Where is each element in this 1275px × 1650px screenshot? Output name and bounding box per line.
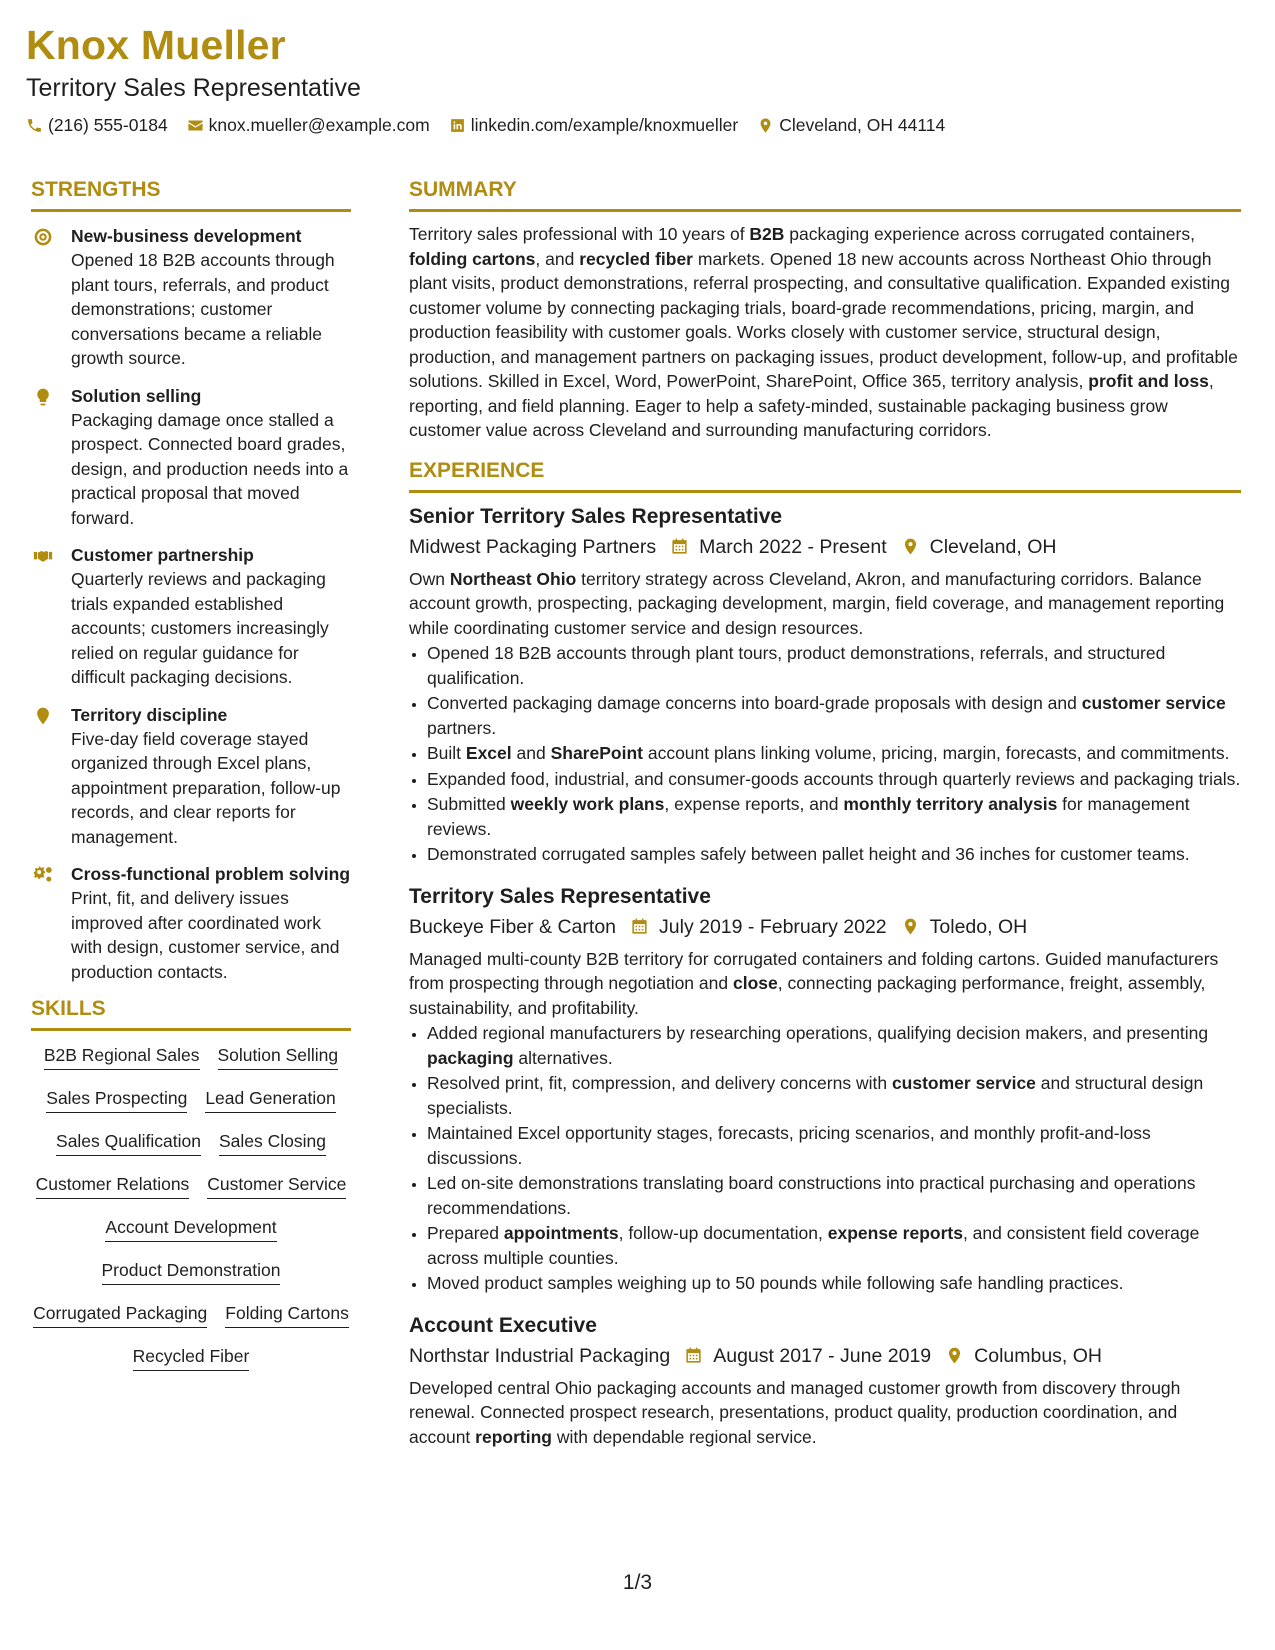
strength-desc: Five-day field coverage stayed organized through Excel plans, appointment preparation, follow-up records, and clear reports for management. [71, 728, 341, 847]
strength-title: Territory discipline [71, 704, 228, 725]
job-meta [409, 912, 1241, 942]
right-column [409, 178, 1241, 1449]
contact-linkedin[interactable] [449, 115, 738, 136]
job-bullet: • Submitted weekly work plans, expense reports, and monthly territory analysis for management reviews. [427, 792, 1241, 841]
summary-title: SUMMARY [409, 178, 1241, 212]
job-title: Account Executive [409, 1313, 597, 1337]
strengths-title: STRENGTHS [31, 178, 351, 212]
job-entry [409, 503, 1241, 867]
job-bullets [409, 641, 1241, 867]
skill-tag: Lead Generation [205, 1086, 335, 1113]
map-pin-icon [901, 917, 920, 936]
job-bullet: • Opened 18 B2B accounts through plant tours, product demonstrations, referrals, and structured qualification. [427, 641, 1241, 690]
job-company: Midwest Packaging Partners [409, 535, 657, 558]
target-icon [33, 227, 53, 247]
job-title: Territory Sales Representative [409, 884, 711, 908]
contact-linkedin-text[interactable]: linkedin.com/example/knoxmueller [470, 114, 739, 135]
calendar-icon [670, 537, 689, 556]
job-bullet: • Built Excel and SharePoint account plans linking volume, pricing, margin, forecasts, and commitments. [427, 741, 1241, 766]
skill-tag: Folding Cartons [225, 1301, 349, 1328]
contact-email-text[interactable]: knox.mueller@example.com [208, 114, 430, 135]
job-location [901, 532, 1057, 562]
job-bullet: • Moved product samples weighing up to 50 pounds while following safe handling practices. [427, 1271, 1241, 1296]
contact-bar [26, 112, 964, 138]
skills-section [31, 997, 351, 1371]
strength-item [31, 862, 351, 984]
job-dates [670, 532, 887, 562]
calendar-icon [684, 1346, 703, 1365]
job-bullet: • Led on-site demonstrations translating board constructions into practical purchasing and operations recommendations. [427, 1171, 1241, 1220]
map-pin-icon [901, 537, 920, 556]
job-bullet: • Resolved print, fit, compression, and delivery concerns with customer service and structural design specialists. [427, 1071, 1241, 1120]
job-description: Own Northeast Ohio territory strategy across Cleveland, Akron, and manufacturing corridors. Balance account growth, prospecting, packaging development, margin, field coverage, and management reporting while coordinating customer service and design resources. [409, 568, 1225, 638]
job-entry [409, 883, 1241, 1296]
strength-desc: Packaging damage once stalled a prospect. Connected board grades, design, and production needs into a practical proposal that moved forward. [71, 409, 349, 528]
job-location-text: Columbus, OH [974, 1344, 1103, 1367]
left-column [31, 178, 351, 1371]
skill-tag: Corrugated Packaging [33, 1301, 207, 1328]
candidate-name: Knox Mueller [26, 22, 286, 68]
skill-tag: Sales Prospecting [46, 1086, 187, 1113]
map-pin-icon [757, 117, 774, 134]
skill-tag: Customer Service [207, 1172, 346, 1199]
phone-icon [26, 117, 43, 134]
job-dates-text: July 2019 - February 2022 [659, 915, 887, 938]
job-dates [684, 1341, 931, 1371]
job-location-text: Cleveland, OH [929, 535, 1057, 558]
skill-tag: Sales Closing [219, 1129, 326, 1156]
job-dates [630, 912, 887, 942]
job-bullet: • Expanded food, industrial, and consumer-goods accounts through quarterly reviews and packaging trials. [427, 767, 1241, 792]
page-number: 1/3 [622, 1571, 653, 1594]
job-bullet: • Prepared appointments, follow-up documentation, expense reports, and consistent field coverage across multiple counties. [427, 1221, 1241, 1270]
contact-email[interactable] [187, 115, 430, 136]
handshake-icon [33, 546, 53, 566]
strength-title: Solution selling [71, 385, 202, 406]
job-dates-text: August 2017 - June 2019 [713, 1344, 932, 1367]
job-location [901, 912, 1028, 942]
skill-tag: Product Demonstration [102, 1258, 281, 1285]
experience-section [409, 459, 1241, 1450]
summary-text: Territory sales professional with 10 years of B2B packaging experience across corrugated containers, folding cartons, and recycled fiber markets. Opened 18 new accounts across Northeast Ohio through plant visits, product demonstrations, referral prospecting, and consultative qualification. Expanded existing customer volume by connecting packaging trials, board-grade recommendations, pricing, margin, and production feasibility with customer goals. Works closely with customer service, structural design, production, and management partners on packaging issues, product development, follow-up, and profitable solutions. Skilled in Excel, Word, PowerPoint, SharePoint, Office 365, territory analysis, profit and loss, reporting, and field planning. Eager to help a safety-minded, sustainable packaging business grow customer value across Cleveland and surrounding manufacturing corridors. [409, 224, 1238, 440]
job-location-text: Toledo, OH [929, 915, 1028, 938]
map-pin-icon [945, 1346, 964, 1365]
strength-item [31, 224, 351, 371]
skill-tag: Solution Selling [218, 1043, 339, 1070]
skills-title: SKILLS [31, 997, 351, 1031]
strength-title: Customer partnership [71, 545, 254, 565]
linkedin-icon [449, 117, 466, 134]
job-dates-text: March 2022 - Present [699, 535, 887, 558]
job-description: Managed multi-county B2B territory for corrugated containers and folding cartons. Guided manufacturers from prospecting through negotiation and close, connecting packaging performance, freight, assembly, sustainability, and profitability. [409, 948, 1219, 1018]
job-bullet: • Demonstrated corrugated samples safely between pallet height and 36 inches for customer teams. [427, 842, 1241, 867]
job-description: Developed central Ohio packaging accounts and managed customer growth from discovery through renewal. Connected prospect research, presentations, product quality, production coordination, and account reporting with dependable regional service. [409, 1377, 1181, 1447]
lightbulb-icon [33, 387, 53, 407]
strength-item [31, 384, 351, 531]
job-bullets [409, 1021, 1241, 1296]
experience-title: EXPERIENCE [409, 459, 1241, 493]
strength-title: New-business development [71, 226, 302, 246]
job-title: Senior Territory Sales Representative [409, 504, 783, 528]
job-bullet: • Added regional manufacturers by researching operations, qualifying decision makers, and presenting packaging alternatives. [427, 1021, 1241, 1070]
skill-tag: Sales Qualification [56, 1129, 201, 1156]
strength-item [31, 543, 351, 690]
job-bullet: • Converted packaging damage concerns into board-grade proposals with design and customer service partners. [427, 691, 1241, 740]
strength-item [31, 703, 351, 850]
strength-title: Cross-functional problem solving [71, 864, 351, 884]
contact-location [757, 115, 945, 136]
envelope-icon [187, 117, 204, 134]
job-entry [409, 1312, 1241, 1450]
job-company: Buckeye Fiber & Carton [409, 915, 617, 938]
strengths-list [31, 224, 351, 984]
gears-icon [33, 865, 53, 885]
strength-desc: Print, fit, and delivery issues improved after coordinated work with design, customer service, and production contacts. [71, 888, 340, 982]
contact-phone-text: (216) 555-0184 [48, 114, 168, 135]
skill-tag: Recycled Fiber [133, 1344, 250, 1371]
skills-list [31, 1043, 351, 1371]
skill-tag: B2B Regional Sales [44, 1043, 200, 1070]
strength-desc: Opened 18 B2B accounts through plant tours, referrals, and product demonstrations; customer conversations became a reliable growth source. [71, 250, 335, 368]
skill-tag: Account Development [105, 1215, 276, 1242]
contact-phone [26, 115, 168, 136]
job-company: Northstar Industrial Packaging [409, 1344, 671, 1367]
job-meta [409, 532, 1241, 562]
candidate-role: Territory Sales Representative [26, 74, 361, 102]
calendar-icon [630, 917, 649, 936]
strength-desc: Quarterly reviews and packaging trials expanded established accounts; customers increasingly relied on regular guidance for difficult packaging decisions. [71, 569, 329, 687]
job-meta [409, 1341, 1241, 1371]
contact-location-text: Cleveland, OH 44114 [779, 114, 946, 135]
skill-tag: Customer Relations [36, 1172, 190, 1199]
job-bullet: • Maintained Excel opportunity stages, forecasts, pricing scenarios, and monthly profit-and-loss discussions. [427, 1121, 1241, 1170]
job-location [945, 1341, 1102, 1371]
map-pin-icon [33, 706, 53, 726]
